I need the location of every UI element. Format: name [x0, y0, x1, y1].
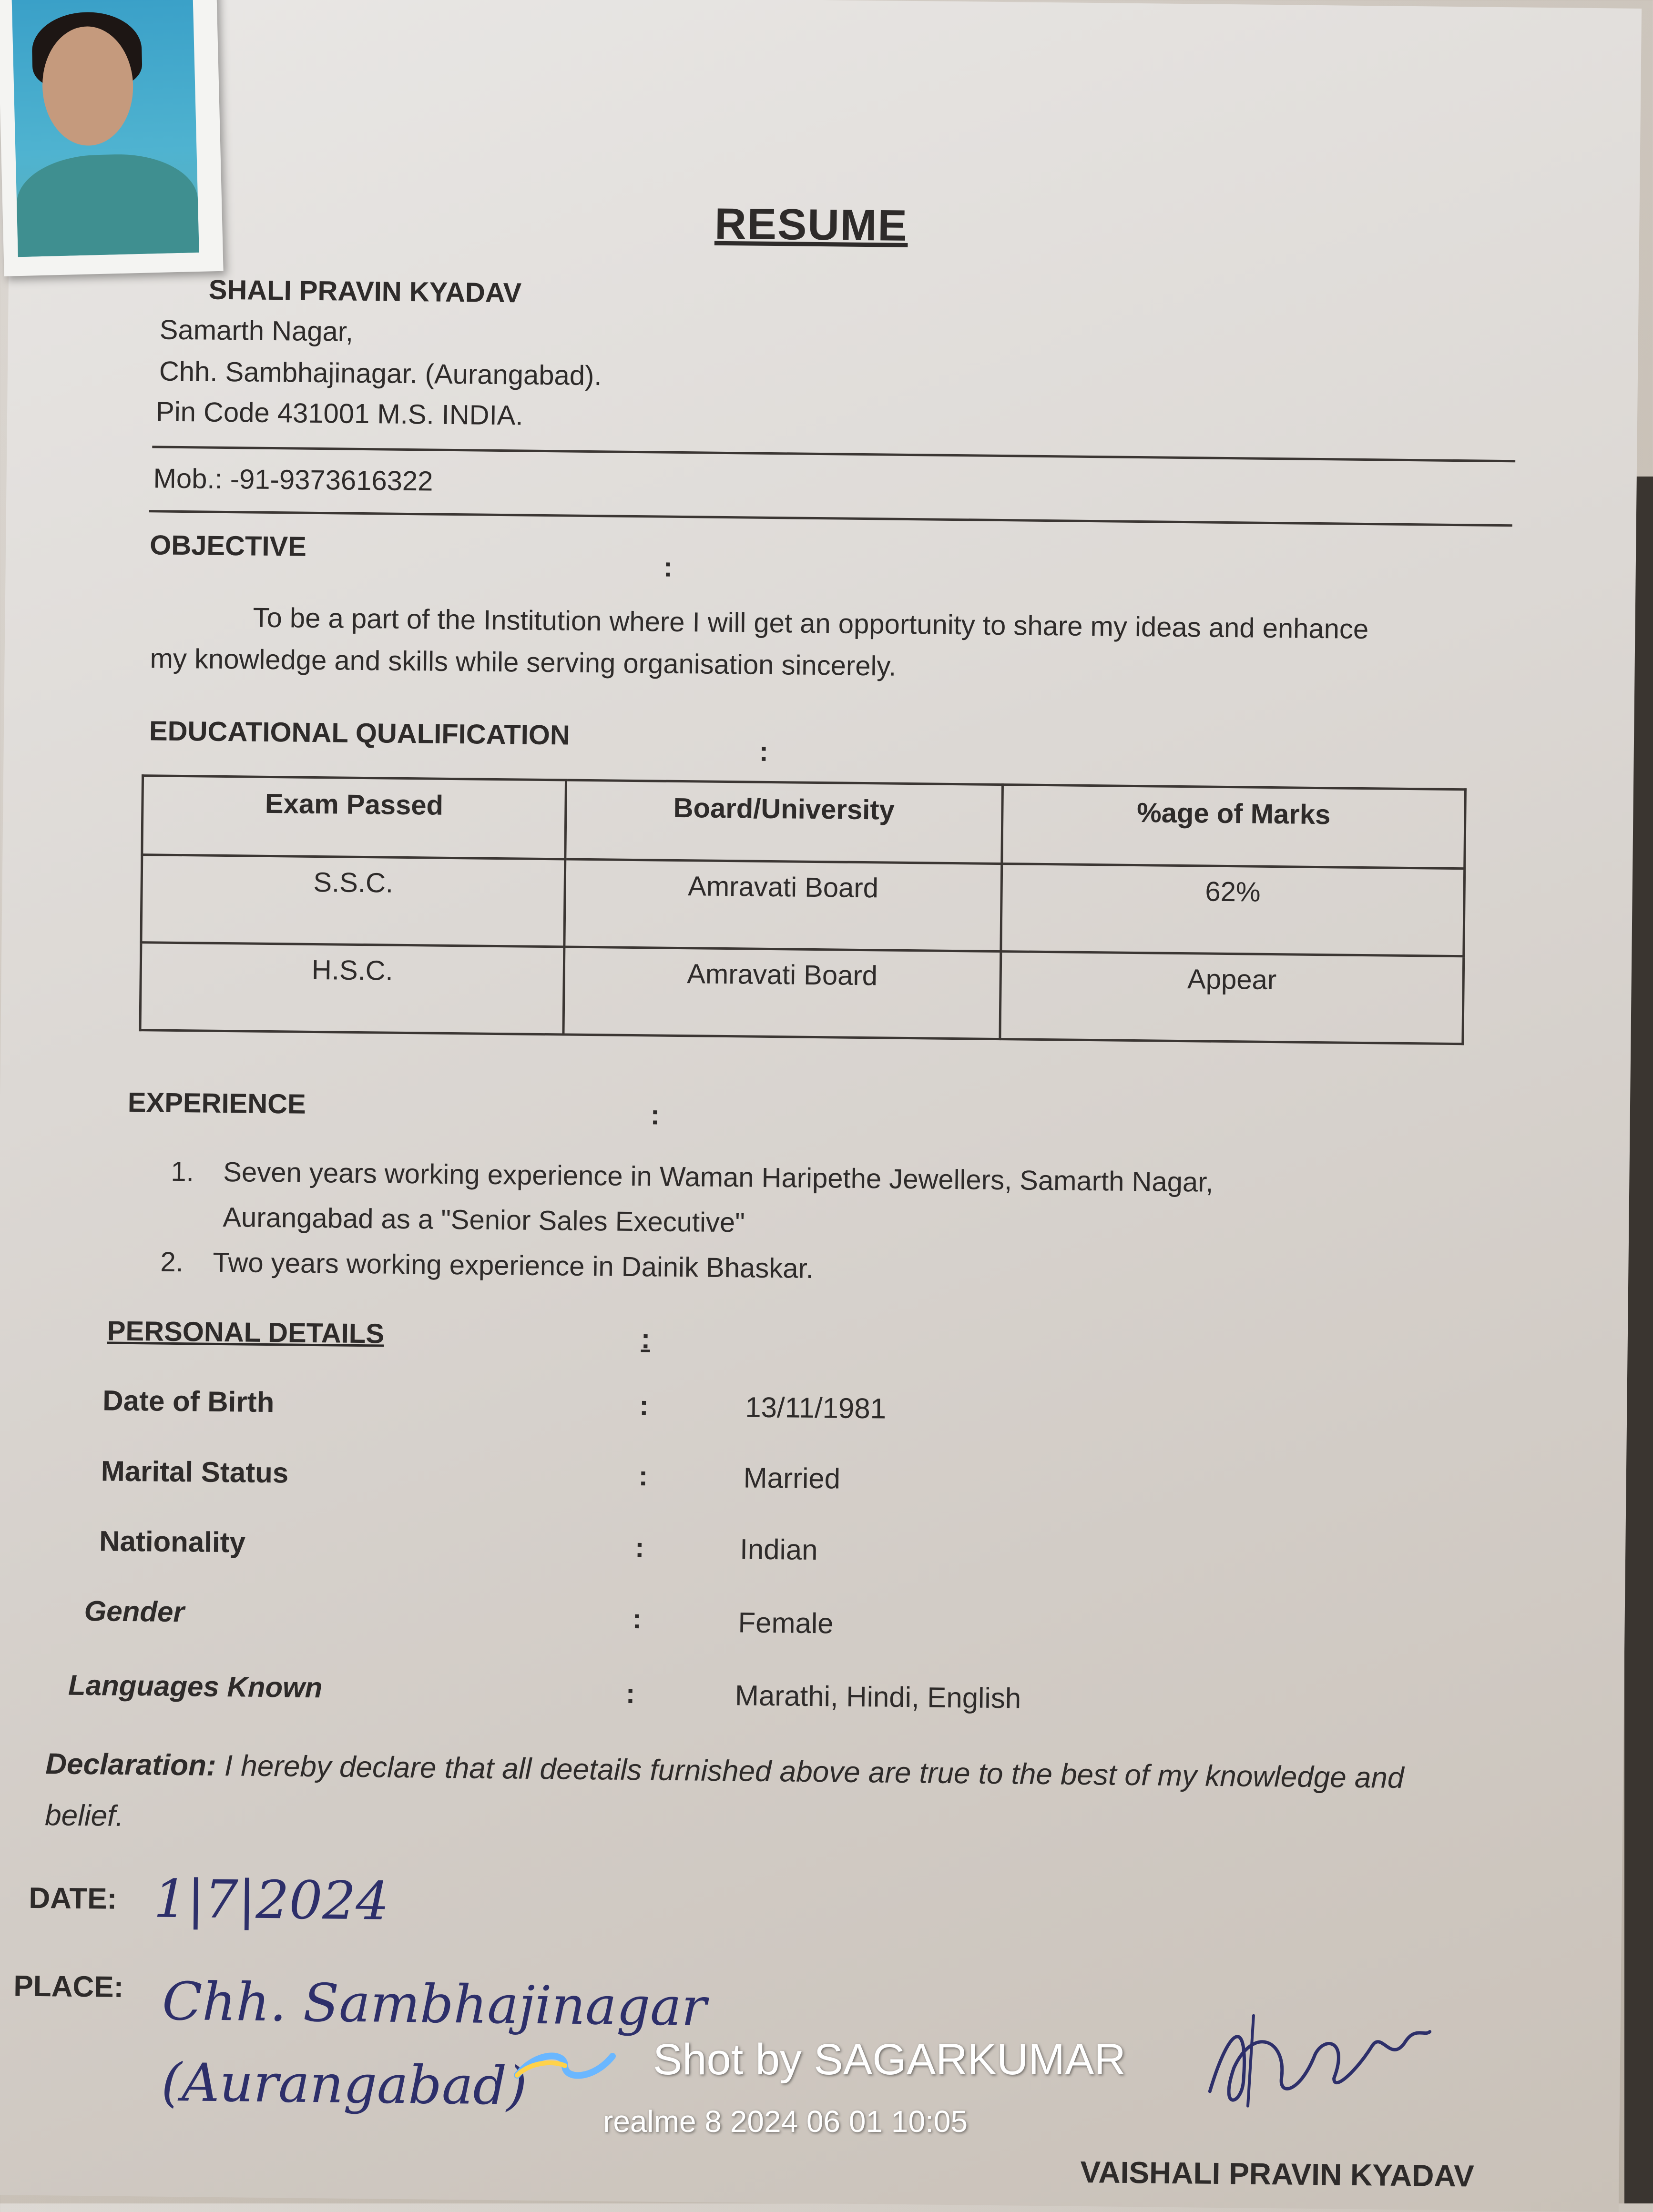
marital-label: Marital Status: [101, 1455, 289, 1489]
camera-watermark-logo-icon: [508, 2042, 622, 2090]
marital-colon: :: [638, 1461, 648, 1492]
list-item: 1. Seven years working experience in Waman Haripethe Jewellers, Samarth Nagar,: [171, 1156, 1214, 1198]
education-heading: EDUCATIONAL QUALIFICATION: [149, 715, 571, 751]
date-label: DATE:: [29, 1881, 117, 1916]
address-line-1: Samarth Nagar,: [159, 314, 354, 347]
experience-list: [160, 1149, 1214, 1296]
table-row: [140, 943, 1464, 1044]
education-colon: :: [759, 736, 769, 767]
personal-details-colon: :: [641, 1323, 651, 1355]
experience-heading: EXPERIENCE: [127, 1086, 306, 1120]
resume-title: RESUME: [714, 199, 908, 250]
dob-value: 13/11/1981: [745, 1391, 887, 1425]
objective-heading: OBJECTIVE: [149, 529, 307, 562]
dob-colon: :: [639, 1390, 649, 1421]
column-header: Exam Passed: [142, 776, 566, 859]
personal-details-heading: PERSONAL DETAILS: [107, 1315, 385, 1350]
place-handwritten-line-1: Chh. Sambhajinagar: [162, 1970, 707, 2038]
languages-value: Marathi, Hindi, English: [735, 1679, 1021, 1715]
dob-label: Date of Birth: [102, 1384, 275, 1419]
place-label: PLACE:: [13, 1969, 124, 2004]
list-item-continuation: Aurangabad as a "Senior Sales Executive": [223, 1202, 745, 1238]
table-row: [141, 855, 1465, 956]
objective-colon: :: [663, 551, 673, 583]
table-cell: H.S.C.: [140, 943, 564, 1035]
experience-colon: :: [650, 1099, 660, 1131]
nationality-colon: :: [634, 1532, 644, 1563]
list-item: 2. Two years working experience in Dainik Bhaskar.: [160, 1246, 814, 1284]
column-header: %age of Marks: [1002, 785, 1466, 869]
watermark-title: Shot by SAGARKUMAR: [653, 2035, 1126, 2084]
marital-value: Married: [743, 1461, 841, 1495]
address-line-3: Pin Code 431001 M.S. INDIA.: [155, 396, 523, 431]
education-table: [139, 774, 1466, 1045]
declaration-text: I hereby declare that all deetails furnished above are true to the best of my knowledge and belief.: [44, 1749, 1404, 1833]
nationality-label: Nationality: [99, 1525, 246, 1559]
gender-label: Gender: [84, 1595, 185, 1628]
nationality-value: Indian: [739, 1533, 818, 1566]
signer-name: VAISHALI PRAVIN KYADAV: [1080, 2154, 1475, 2193]
table-cell: S.S.C.: [141, 855, 565, 947]
place-handwritten-line-2: (Aurangabad): [161, 2051, 528, 2117]
gender-colon: :: [632, 1603, 642, 1635]
candidate-name: SHALI PRAVIN KYADAV: [208, 274, 522, 309]
mobile-number: Mob.: -91-9373616322: [153, 463, 433, 497]
declaration-label: Declaration:: [45, 1747, 217, 1782]
divider-bottom: [149, 510, 1512, 527]
declaration: [45, 1738, 1428, 1856]
languages-colon: :: [625, 1678, 635, 1710]
date-handwritten: 1|7|2024: [153, 1868, 390, 1932]
languages-label: Languages Known: [68, 1669, 323, 1704]
column-header: Board/University: [565, 780, 1002, 864]
table-cell: Amravati Board: [564, 859, 1002, 952]
signature: [1191, 1996, 1440, 2122]
gender-value: Female: [738, 1606, 834, 1640]
table-cell: 62%: [1001, 864, 1465, 956]
divider-top: [152, 446, 1515, 462]
table-cell: Amravati Board: [563, 947, 1001, 1039]
passport-photo: [0, 0, 224, 276]
objective-text: To be a part of the Institution where I will get an opportunity to share my ideas and enhance my knowledge and skills while serving organisation sincerely.: [150, 602, 1369, 682]
table-header-row: [142, 776, 1466, 869]
watermark-subtitle: realme 8 2024 06 01 10:05: [603, 2104, 968, 2139]
address-line-2: Chh. Sambhajinagar. (Aurangabad).: [159, 355, 602, 392]
table-cell: Appear: [1000, 952, 1464, 1044]
